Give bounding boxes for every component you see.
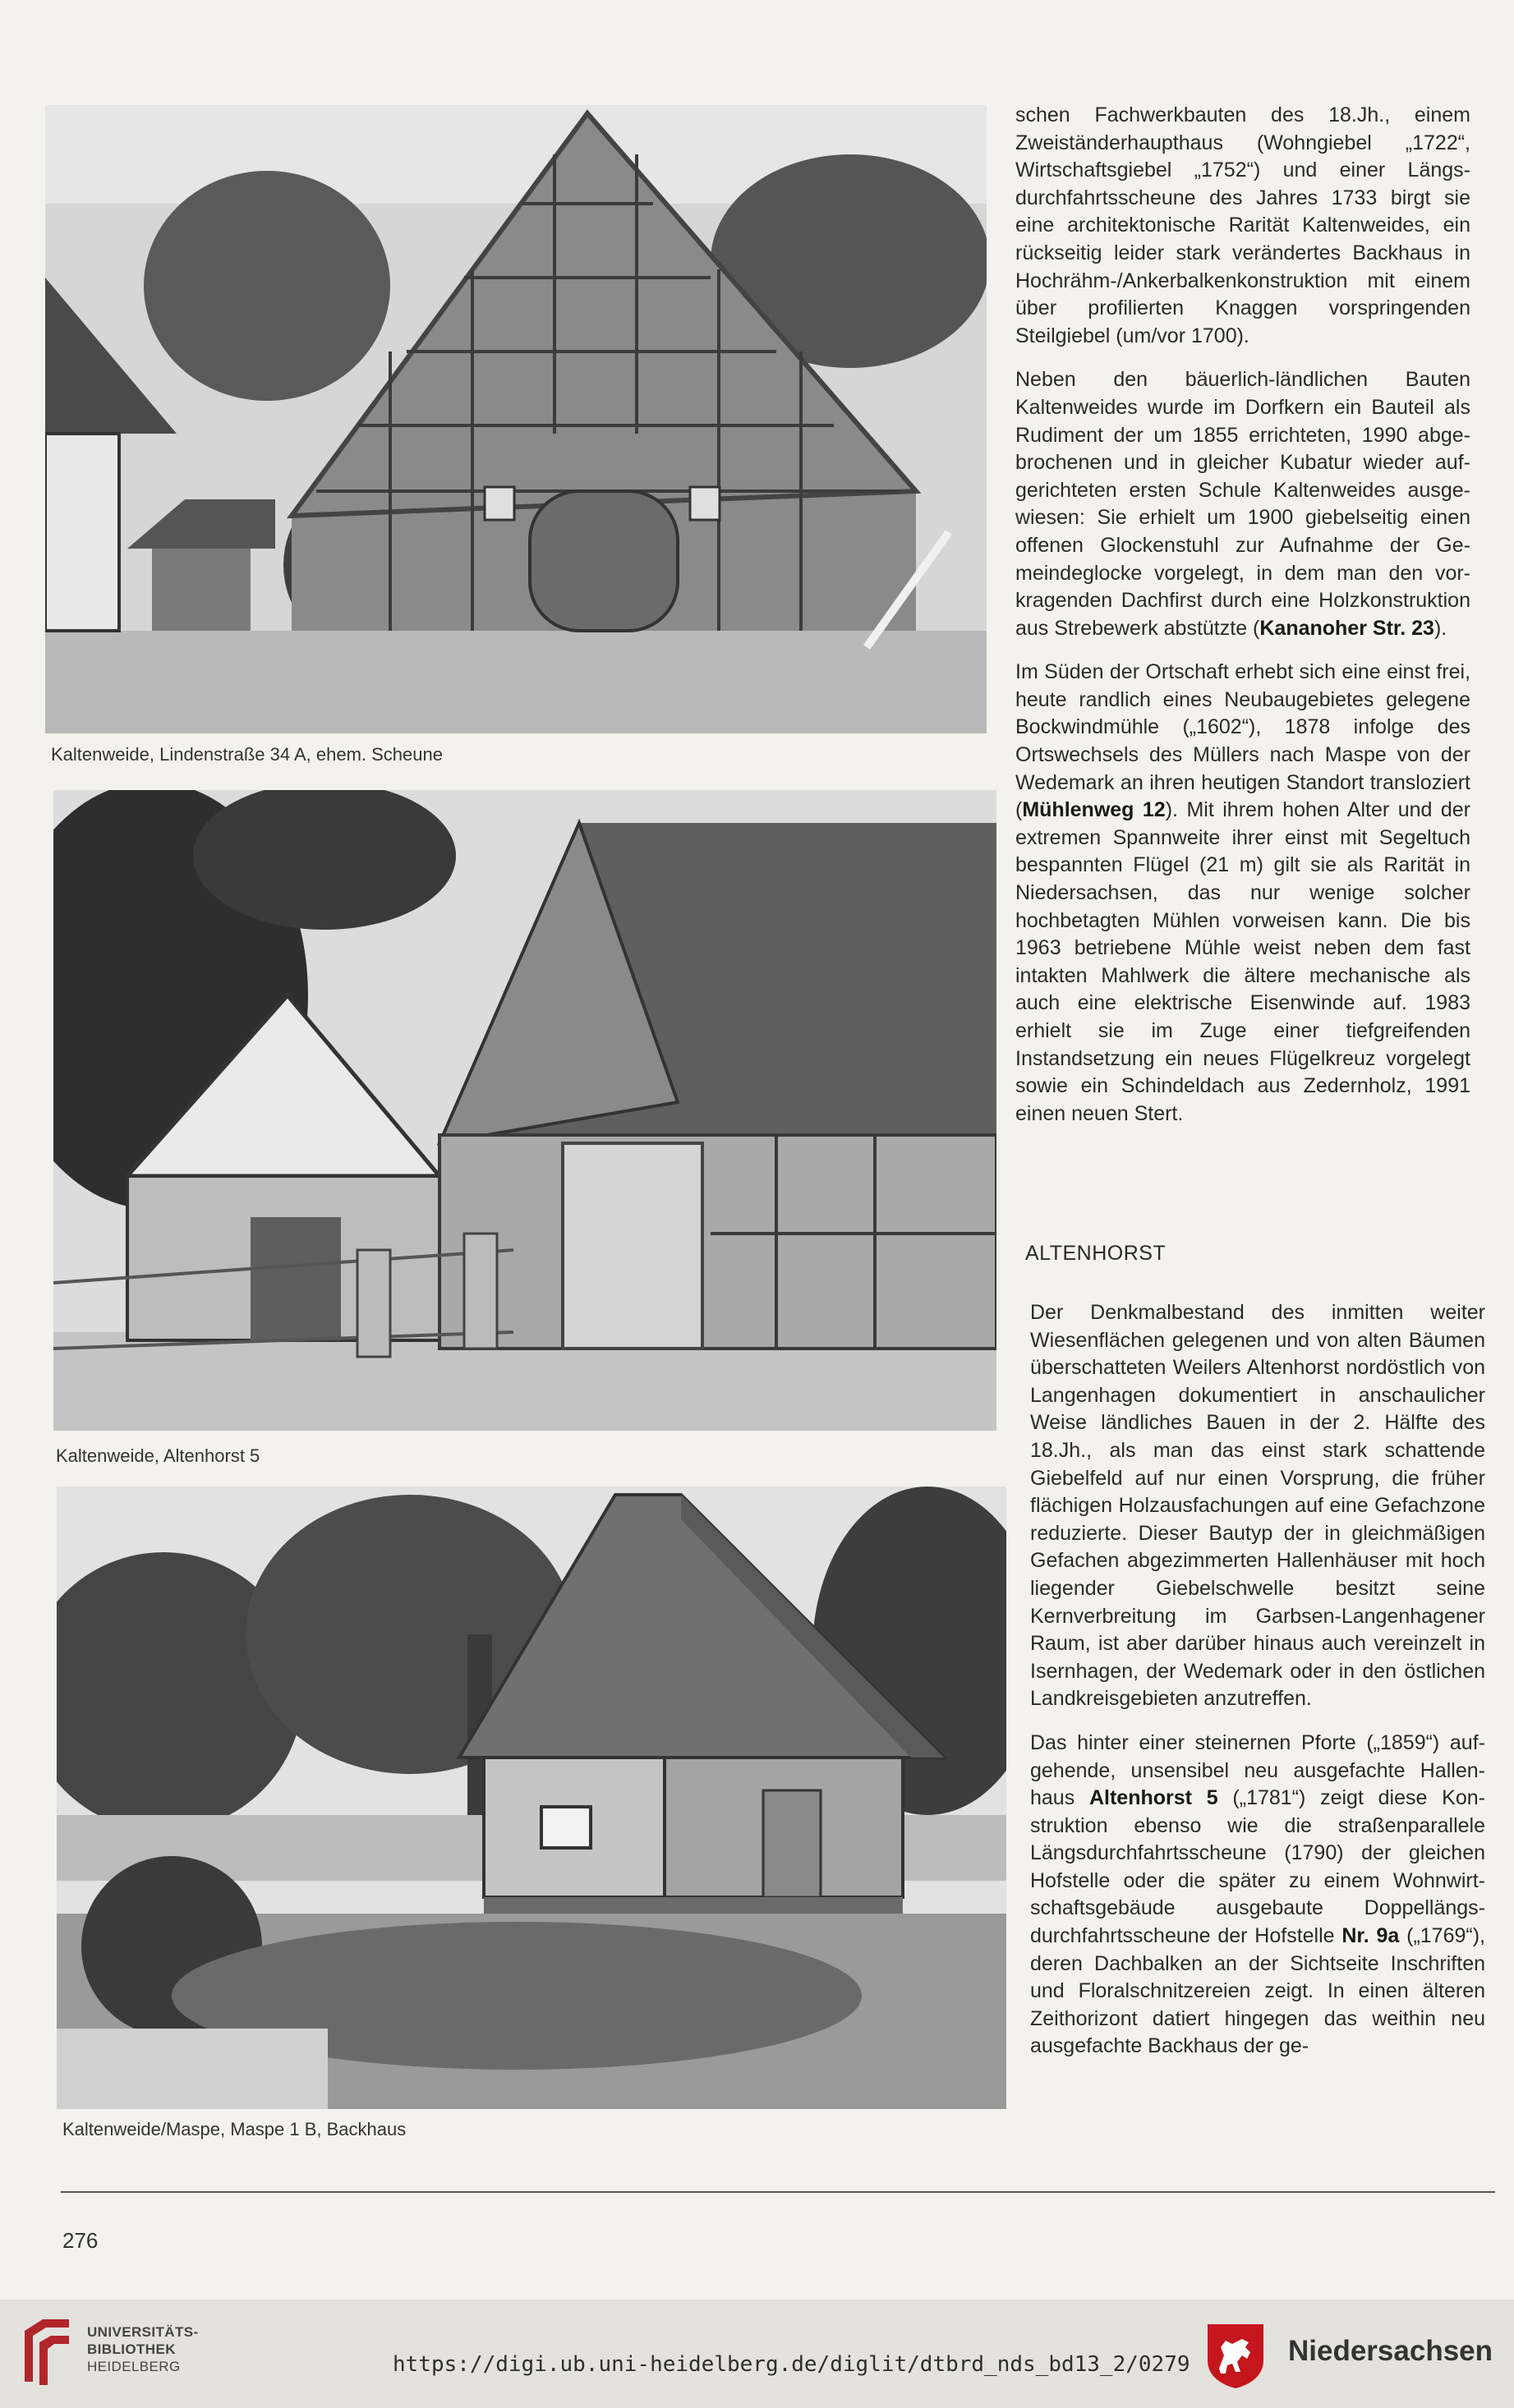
paragraph-4: Der Denkmalbestand des inmitten weiter Wiesenflächen gelegenen und von alten Bäumen überschatteten Weilers Altenhorst nordöstlich von Langenhagen dokumentiert in anschaulicher Weise ländliches Bauen in der 2. Hälfte des 18.Jh., als man das einst stark schattende Giebelfeld auf nur einen Vorsprung, die früher flächigen Holzausfachungen auf eine Gefachzone reduzierte. Dieser Bautyp der in gleichmäßigen Gefachen abgezimmerten Hallenhäuser mit hoch liegender Giebelschwelle besitzt seine Kernverbreitung im Garbsen-Langenhagener Raum, ist aber darüber hinaus auch vereinzelt in Isernhagen, der Wedemark oder in den östlichen Landkreisgebieten anzutreffen. bbox=[1030, 1301, 1485, 1711]
text-column-upper bbox=[1015, 102, 1470, 1144]
ub-heidelberg-logo-icon[interactable] bbox=[18, 2314, 76, 2390]
section-heading: ALTENHORST bbox=[1025, 1242, 1167, 1265]
address-altenhorst-5: Altenhorst 5 bbox=[1088, 1786, 1218, 1810]
ub-line-3: HEIDELBERG bbox=[87, 2359, 181, 2374]
text-column-lower bbox=[1030, 1299, 1485, 2077]
caption-hall-house: Kaltenweide, Altenhorst 5 bbox=[56, 1445, 260, 1466]
photo-barn bbox=[45, 105, 987, 733]
paragraph-2 bbox=[1015, 366, 1470, 642]
paragraph-3-text: Im Süden der Ortschaft erhebt sich eine einst frei, heute randlich eines Neubaugebietes gelegene Bockwindmühle („1602“), 1878 infolge des Ortswechsels des Müllers nach Maspe von der Wedemark an ihren heutigen Standort transloziert ( bbox=[1015, 660, 1470, 822]
paragraph-3 bbox=[1015, 659, 1470, 1128]
paragraph-5-end: („1769“), deren Dachbalken an der Sichtseite Inschriften und Floralschnitzereien zeigt. In einen älteren Zeithorizont datiert hingegen das weithin neu ausgefachte Backhaus der ge- bbox=[1030, 1924, 1485, 2058]
address-nr-9a: Nr. 9a bbox=[1341, 1924, 1400, 1948]
address-kananoher: Kananoher Str. 23 bbox=[1259, 616, 1434, 640]
address-muehlenweg: Mühlenweg 12 bbox=[1022, 798, 1166, 822]
caption-barn: Kaltenweide, Lindenstraße 34 A, ehem. Scheune bbox=[51, 744, 443, 765]
paragraph-5-text: Das hinter einer steinernen Pforte („1859“) aufgehende, unsensibel neu ausgefachte Hallenhaus bbox=[1030, 1730, 1485, 1810]
ub-line-1: UNIVERSITÄTS- bbox=[87, 2324, 199, 2340]
paragraph-2-text: Neben den bäuerlich-ländlichen Bauten Kaltenweides wurde im Dorfkern ein Bauteil als Rudiment der um 1855 errichteten, 1990 abgebrochenen und in gleicher Kubatur wieder aufgerichteten ersten Schule Kaltenweides ausgewiesen: Sie erhielt um 1900 giebelseitig einen offenen Glockenstuhl zur Aufnahme der Gemeindeglocke vorgelegt, in dem man den vorkragenden Dachfirst durch eine Holzkonstruktion aus Strebewerk abstützte ( bbox=[1015, 368, 1470, 640]
paragraph-5 bbox=[1030, 1730, 1485, 2061]
paragraph-1: schen Fachwerkbauten des 18.Jh., einem Zweiständerhaupthaus (Wohngiebel „1722“, Wirtschaftsgiebel „1752“) und einer Längsdurchfahrtsscheune des Jahres 1733 birgt sie eine architektonische Rarität Kaltenweides, ein rückseitig leider stark verändertes Backhaus in Hochrähm-/Ankerbalkenkonstruktion mit einem über profilierten Knaggen vorspringenden Steilgiebel (um/vor 1700). bbox=[1015, 103, 1470, 347]
paragraph-3-end: ). Mit ihrem hohen Alter und der extremen Spannweite ihrer einst mit Segeltuch bespannten Flügel (21 m) gilt sie als Rarität in Niedersachsen, das nur wenige solcher hochbetagten Mühlen vorweisen kann. Die bis 1963 betriebene Mühle weist neben dem fast intakten Mahlwerk die ältere mechanische als auch eine elektrische Eisenwinde auf. 1983 erhielt sie im Zuge einer tiefgreifenden Instandsetzung ein neues Flügelkreuz vorgelegt sowie ein Schindeldach aus Zedernholz, 1991 einen neuen Stert. bbox=[1015, 798, 1470, 1125]
source-url-link[interactable]: https://digi.ub.uni-heidelberg.de/diglit/dtbrd_nds_bd13_2/0279 bbox=[393, 2352, 1190, 2377]
footer-divider bbox=[61, 2191, 1495, 2193]
niedersachsen-label[interactable]: Niedersachsen bbox=[1288, 2335, 1493, 2367]
ub-heidelberg-name[interactable] bbox=[87, 2323, 199, 2375]
photo-hall-house bbox=[53, 790, 996, 1431]
page-number: 276 bbox=[62, 2228, 99, 2253]
photo-bakehouse bbox=[57, 1487, 1006, 2109]
niedersachsen-horse-icon[interactable] bbox=[1206, 2323, 1265, 2390]
paragraph-2-end: ). bbox=[1433, 616, 1447, 640]
paragraph-5-middle: („1781“) zeigt diese Konstruktion ebenso wie die straßenparallele Längsdurchfahrtsscheune (1790) der gleichen Hofstelle oder die später zu einem Wohnwirtschaftsgebäude ausgebaute Doppellängsdurchfahrtsscheune der Hofstelle bbox=[1030, 1786, 1485, 1948]
ub-line-2: BIBLIOTHEK bbox=[87, 2341, 176, 2357]
caption-bakehouse: Kaltenweide/Maspe, Maspe 1 B, Backhaus bbox=[62, 2119, 407, 2139]
